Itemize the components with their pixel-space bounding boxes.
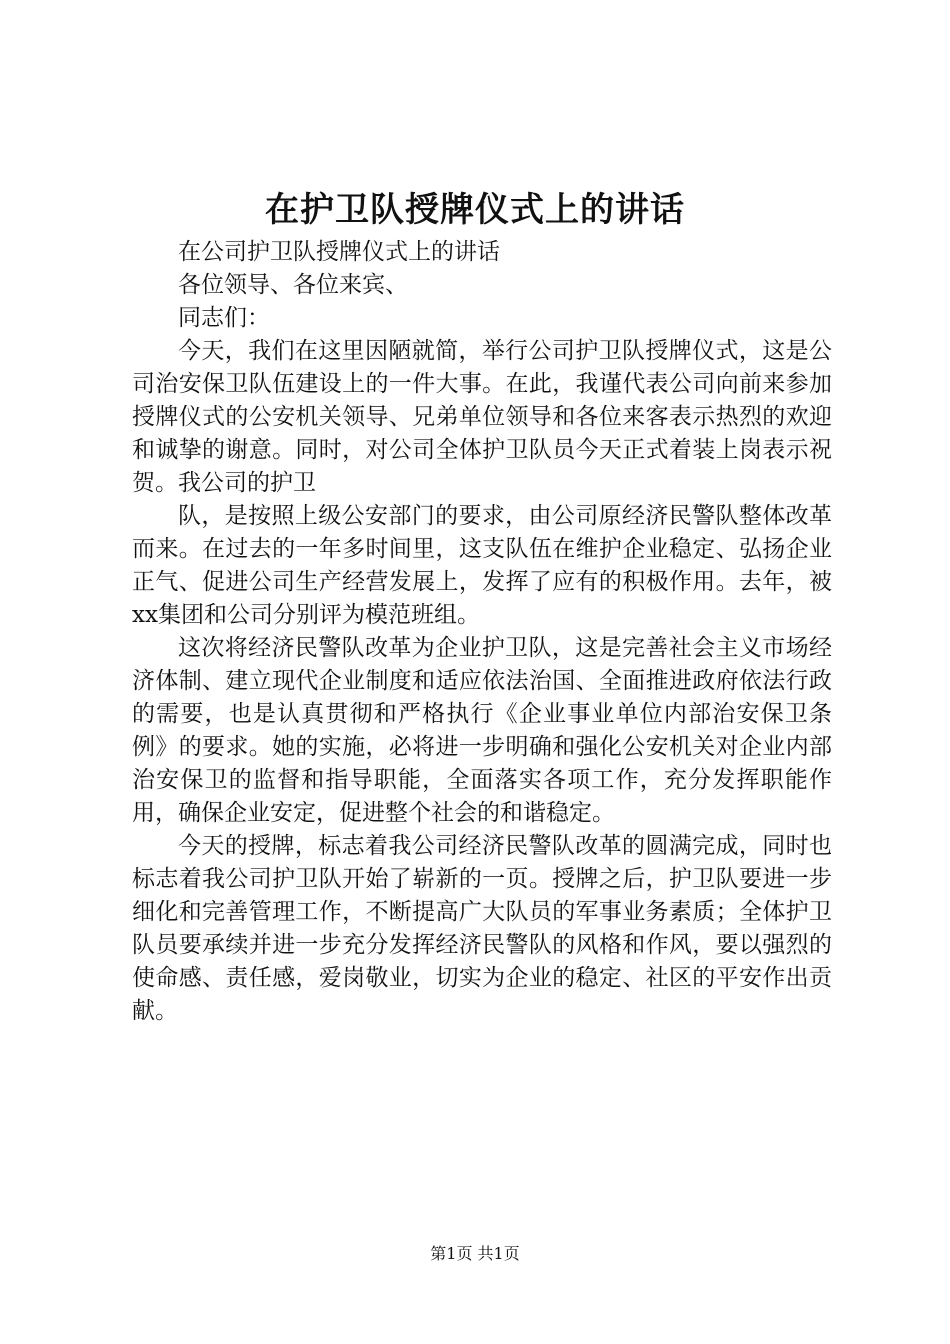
page-footer: 第1页 共1页 [430, 1244, 520, 1263]
document-body [132, 236, 832, 1028]
document-title: 在护卫队授牌仪式上的讲话 [265, 190, 685, 230]
paragraph-body: 队，是按照上级公安部门的要求，由公司原经济民警队整体改革而来。在过去的一年多时间里，这支队伍在维护企业稳定、弘扬企业正气、促进公司生产经营发展上，发挥了应有的积极作用。去年，被xx集团和公司分别评为模范班组。 [132, 503, 832, 628]
paragraph-subtitle: 在公司护卫队授牌仪式上的讲话 [178, 239, 500, 265]
paragraph-body: 今天的授牌，标志着我公司经济民警队改革的圆满完成，同时也标志着我公司护卫队开始了崭新的一页。授牌之后，护卫队要进一步细化和完善管理工作，不断提高广大队员的军事业务素质；全体护卫队员要承续并进一步充分发挥经济民警队的风格和作风，要以强烈的使命感、责任感，爱岗敬业，切实为企业的稳定、社区的平安作出贡献。 [132, 833, 832, 1024]
paragraph-salutation: 各位领导、各位来宾、 [178, 272, 408, 298]
paragraph-body: 这次将经济民警队改革为企业护卫队，这是完善社会主义市场经济体制、建立现代企业制度和适应依法治国、全面推进政府依法行政的需要，也是认真贯彻和严格执行《企业事业单位内部治安保卫条例》的要求。她的实施，必将进一步明确和强化公安机关对企业内部治安保卫的监督和指导职能，全面落实各项工作，充分发挥职能作用，确保企业安定，促进整个社会的和谐稳定。 [132, 635, 832, 826]
paragraph-salutation-comrades: 同志们： [178, 305, 270, 331]
paragraph-body: 今天，我们在这里因陋就简，举行公司护卫队授牌仪式，这是公司治安保卫队伍建设上的一件大事。在此，我谨代表公司向前来参加授牌仪式的公安机关领导、兄弟单位领导和各位来客表示热烈的欢迎和诚挚的谢意。同时，对公司全体护卫队员今天正式着装上岗表示祝贺。我公司的护卫 [132, 338, 832, 496]
